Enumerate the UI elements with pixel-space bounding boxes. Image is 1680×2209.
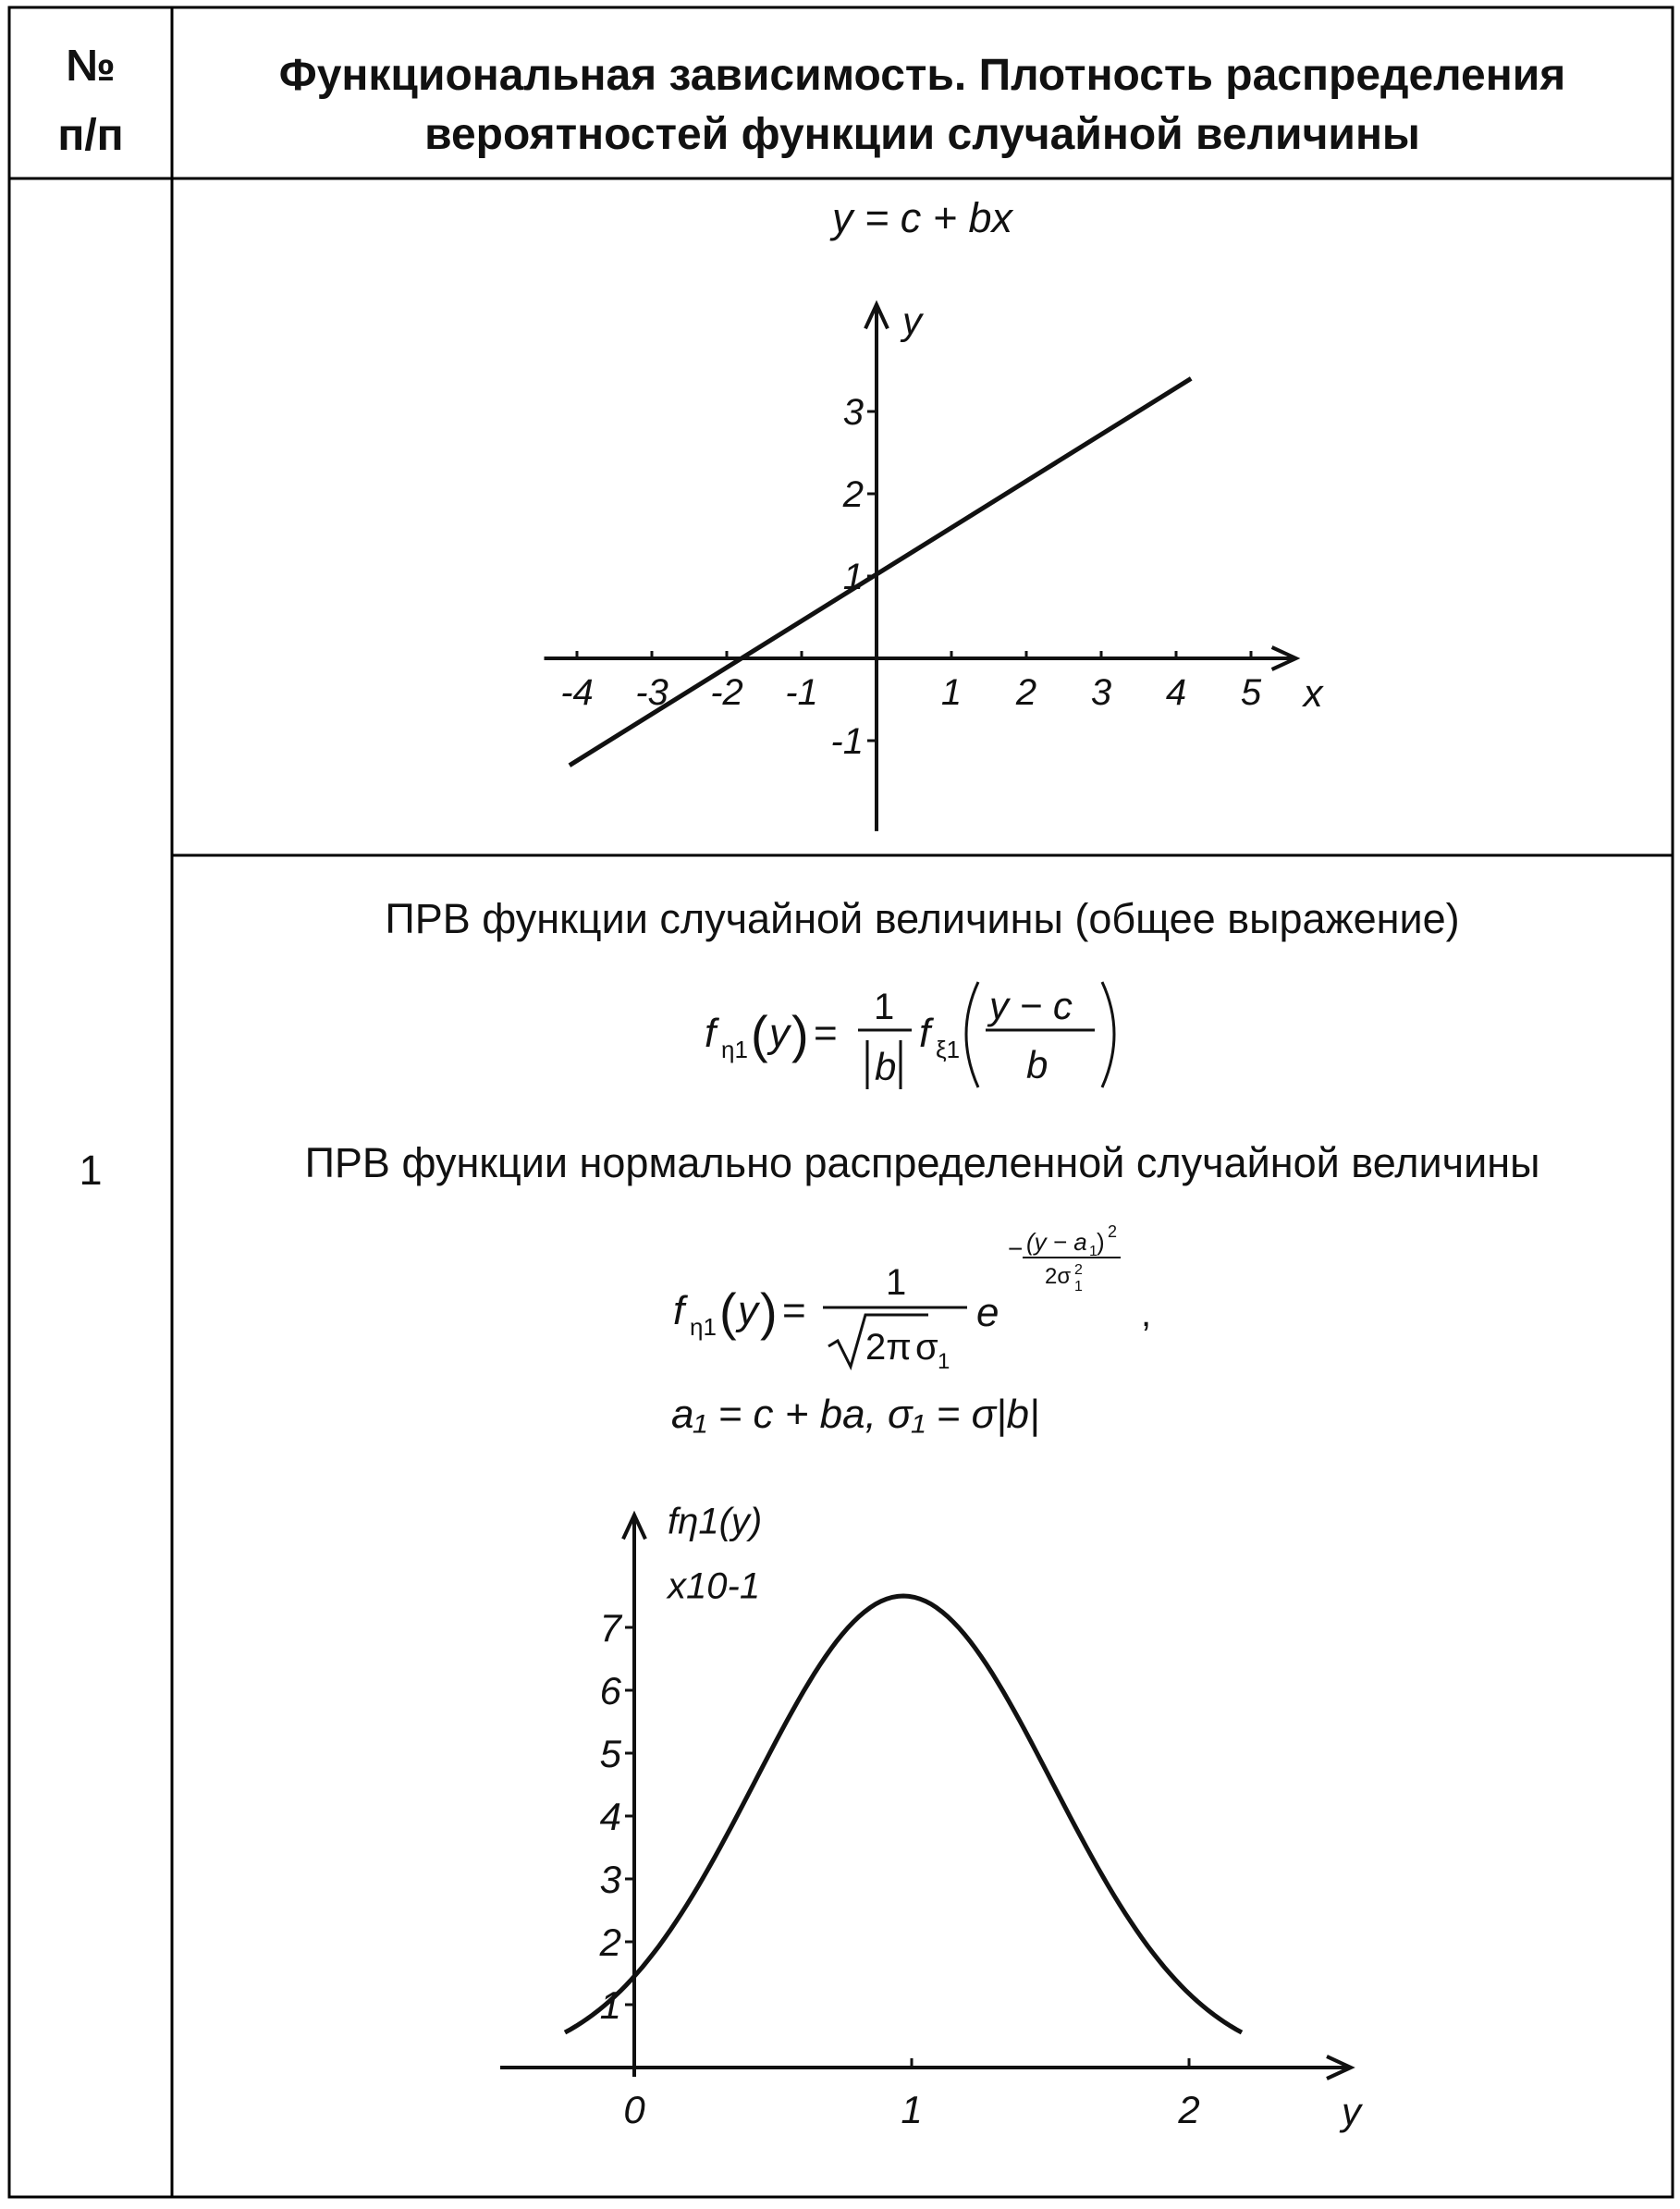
svg-text:): )	[760, 1282, 778, 1341]
svg-text:e: e	[976, 1290, 999, 1335]
horizontal-axis-label: y	[1342, 2090, 1361, 2133]
svg-text:(: (	[751, 1005, 768, 1063]
svg-text:1: 1	[938, 1349, 950, 1374]
x-tick-label: 4	[1165, 672, 1187, 713]
svg-text:b: b	[875, 1045, 897, 1088]
x-tick-label: 5	[1240, 672, 1262, 713]
x-tick-label: -2	[710, 672, 743, 713]
y-tick-label: 6	[599, 1669, 621, 1712]
x-tick-label: 2	[1015, 672, 1037, 713]
svg-text:1: 1	[886, 1262, 907, 1303]
header-title-line-2: вероятностей функции случайной величины	[424, 110, 1420, 159]
svg-text:1: 1	[874, 987, 895, 1027]
vertical-axis-label: fη1(y)	[668, 1501, 763, 1542]
y-tick-label: 2	[842, 474, 864, 515]
svg-text:1: 1	[1074, 1279, 1083, 1295]
y-tick-label: 4	[599, 1795, 621, 1838]
svg-text:=: =	[782, 1288, 806, 1333]
svg-text:y: y	[769, 1011, 790, 1056]
svg-text:η1: η1	[690, 1313, 717, 1341]
normal-pdf-title: ПРВ функции нормально распределенной случайной величины	[304, 1139, 1540, 1186]
svg-text:η1: η1	[721, 1036, 748, 1063]
svg-text:f: f	[919, 1011, 931, 1056]
y-tick-label: 2	[599, 1921, 621, 1964]
x-tick-label: 0	[623, 2088, 645, 2131]
x-tick-label: -4	[560, 672, 594, 713]
x-tick-label: 1	[901, 2088, 923, 2131]
normal-pdf-curve	[565, 1596, 1242, 2032]
y-tick-label: 3	[842, 392, 864, 433]
header-title-line-1: Функциональная зависимость. Плотность распределения	[278, 51, 1566, 100]
y-tick-label: -1	[830, 721, 864, 762]
function-formula: y = c + bx	[831, 194, 1013, 241]
svg-text:(y − a: (y − a	[1026, 1228, 1087, 1256]
y-tick-label: 3	[599, 1858, 621, 1901]
y-tick-label: 1	[842, 557, 864, 597]
svg-text:ξ1: ξ1	[936, 1036, 961, 1063]
svg-text:y: y	[738, 1288, 758, 1333]
x-tick-label: 2	[1178, 2088, 1200, 2131]
svg-text:f: f	[673, 1288, 685, 1333]
svg-text:−: −	[1008, 1234, 1024, 1263]
x-tick-label: 1	[940, 672, 963, 713]
svg-text:b: b	[1026, 1043, 1048, 1086]
svg-text:2: 2	[1108, 1222, 1118, 1241]
vertical-axis-scale-label: x10-1	[668, 1565, 761, 1607]
normal-parameters-formula: a₁ = c + ba, σ₁ = σ|b|	[671, 1392, 1040, 1437]
x-tick-label: -3	[635, 672, 668, 713]
y-tick-label: 7	[599, 1606, 621, 1650]
svg-text:1: 1	[1089, 1244, 1098, 1259]
svg-text:2σ: 2σ	[1045, 1264, 1072, 1289]
svg-text:): )	[791, 1005, 809, 1063]
header-number-symbol: №	[66, 42, 116, 91]
header-number-label: п/п	[57, 111, 124, 160]
svg-text:): )	[1097, 1228, 1105, 1256]
svg-text:f: f	[705, 1011, 717, 1056]
y-tick-label: 5	[599, 1732, 621, 1775]
x-tick-label: 3	[1090, 672, 1112, 713]
svg-text:(: (	[719, 1282, 737, 1341]
svg-text:y − c: y − c	[989, 984, 1073, 1027]
svg-text:2: 2	[1074, 1262, 1083, 1278]
svg-text:=: =	[814, 1011, 838, 1056]
general-pdf-title: ПРВ функции случайной величины (общее выражение)	[385, 895, 1460, 942]
y-tick-label: 1	[599, 1983, 621, 2027]
row-number: 1	[79, 1147, 103, 1194]
x-tick-label: -1	[785, 672, 818, 713]
svg-text:σ: σ	[915, 1327, 938, 1368]
svg-text:2π: 2π	[865, 1327, 912, 1368]
y-axis-label: y	[902, 299, 922, 343]
svg-text:,: ,	[1141, 1294, 1152, 1334]
x-axis-label: x	[1303, 671, 1323, 715]
